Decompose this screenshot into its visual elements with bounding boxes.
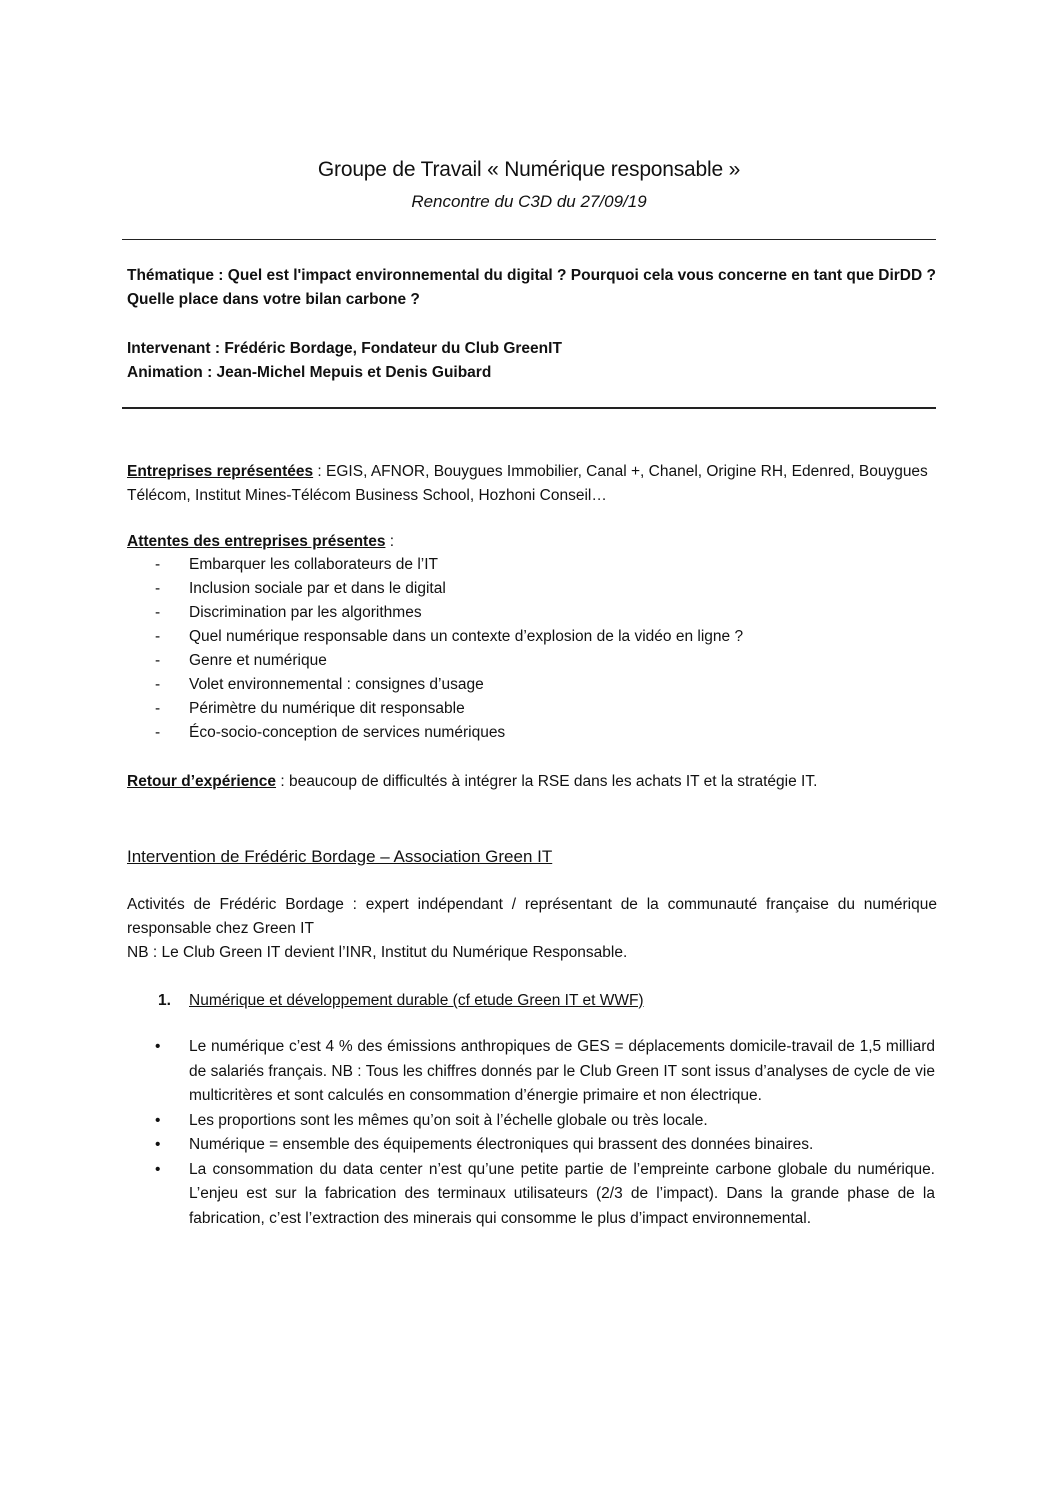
attentes-label: Attentes des entreprises présentes (127, 533, 386, 550)
entreprises-paragraph (127, 460, 937, 508)
list-item (155, 1158, 935, 1232)
list-item (155, 721, 935, 745)
retour-text: : beaucoup de difficultés à intégrer la RSE dans les achats IT et la stratégie IT. (276, 773, 818, 790)
intro-divider (122, 407, 936, 409)
list-item (155, 1133, 935, 1158)
nb-paragraph: NB : Le Club Green IT devient l’INR, Institut du Numérique Responsable. (127, 944, 628, 961)
attentes-item: Volet environnemental : consignes d’usage (189, 676, 484, 693)
list-item (155, 697, 935, 721)
document-title: Groupe de Travail « Numérique responsable » (317, 158, 741, 181)
retour-label: Retour d’expérience (127, 773, 277, 790)
attentes-item: Inclusion sociale par et dans le digital (189, 580, 446, 597)
attentes-suffix: : (385, 533, 395, 550)
intervenant-text: Intervenant : Frédéric Bordage, Fondateur du Club GreenIT (127, 340, 562, 357)
dash-marker: - (155, 676, 161, 693)
attentes-item: Discrimination par les algorithmes (189, 604, 422, 621)
entreprises-text: : EGIS, AFNOR, Bouygues Immobilier, Canal +, Chanel, Origine RH, Edenred, Bouygues Télécom, Institut Mines-Télécom Business School, Hozhoni Conseil… (127, 463, 928, 504)
document-subtitle: Rencontre du C3D du 27/09/19 (411, 192, 647, 211)
list-item (155, 649, 935, 673)
bullet-marker: • (155, 1111, 161, 1129)
top-divider (122, 239, 936, 240)
bullet-marker: • (155, 1136, 161, 1153)
list-item (155, 1035, 935, 1109)
attentes-item: Genre et numérique (189, 652, 327, 669)
list-item (155, 625, 935, 649)
animation-text: Animation : Jean-Michel Mepuis et Denis Guibard (127, 364, 492, 381)
impact-bullet-list (155, 1035, 935, 1231)
bullet-text: Numérique = ensemble des équipements électroniques qui brassent des données binaires. (189, 1136, 814, 1153)
bullet-marker: • (155, 1038, 161, 1055)
list-item (155, 553, 935, 577)
dash-marker: - (155, 700, 161, 717)
attentes-item: Périmètre du numérique dit responsable (189, 700, 465, 717)
dash-marker: - (155, 556, 161, 573)
section-number: 1. (158, 992, 171, 1009)
list-item (155, 601, 935, 625)
section-1-heading (158, 989, 938, 1013)
activites-paragraph: Activités de Frédéric Bordage : expert indépendant / représentant de la communauté française du numérique responsable chez Green IT (127, 896, 937, 937)
dash-marker: - (155, 724, 161, 741)
bullet-marker: • (155, 1160, 161, 1178)
attentes-list (155, 553, 935, 745)
dash-marker: - (155, 604, 161, 621)
dash-marker: - (155, 628, 161, 645)
attentes-item: Éco-socio-conception de services numériques (189, 724, 506, 741)
dash-marker: - (155, 652, 161, 669)
attentes-item: Embarquer les collaborateurs de l’IT (189, 556, 438, 573)
intervention-heading: Intervention de Frédéric Bordage – Association Green IT (127, 847, 553, 866)
bullet-text: La consommation du data center n’est qu’une petite partie de l’empreinte carbone globale du numérique. L’enjeu est sur la fabrication des terminaux utilisateurs (2/3 de l’impact). Dans la grande phase de la fabrication, c’est l’extraction des minerais qui consomme le plus d’impact environnemental. (189, 1160, 935, 1227)
attentes-item: Quel numérique responsable dans un contexte d’explosion de la vidéo en ligne ? (189, 628, 744, 645)
section-title: Numérique et développement durable (cf etude Green IT et WWF) (189, 992, 644, 1009)
retour-paragraph (127, 770, 937, 794)
dash-marker: - (155, 580, 161, 597)
bullet-text: Le numérique c’est 4 % des émissions anthropiques de GES = déplacements domicile-travail de 1,5 milliard de salariés français. NB : Tous les chiffres donnés par le Club Green IT sont issus d’analyses de cycle de vie multicritères et sont calculés en consommation d’énergie primaire et non électrique. (189, 1038, 935, 1104)
list-item (155, 1109, 935, 1134)
list-item (155, 673, 935, 697)
bullet-text: Les proportions sont les mêmes qu’on soit à l’échelle globale ou très locale. (189, 1111, 708, 1129)
thematique-text: Thématique : Quel est l'impact environnemental du digital ? Pourquoi cela vous concerne en tant que DirDD ? Quelle place dans votre bilan carbone ? (127, 267, 936, 308)
entreprises-label: Entreprises représentées (127, 463, 314, 480)
list-item (155, 577, 935, 601)
attentes-heading (127, 530, 937, 554)
